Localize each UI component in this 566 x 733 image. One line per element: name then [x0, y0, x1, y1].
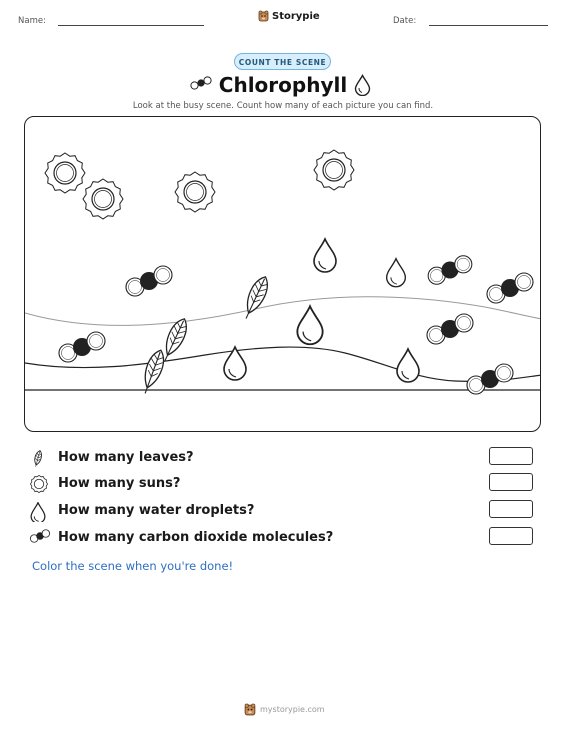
scene-droplet	[314, 239, 336, 272]
brand-logo	[258, 10, 320, 22]
question-co2	[30, 527, 536, 549]
closing-instruction: Color the scene when you're done!	[32, 559, 234, 573]
scene-illustration	[25, 117, 541, 432]
question-text: How many leaves?	[58, 450, 194, 465]
droplet-icon	[30, 502, 46, 522]
scene-co2-molecule	[487, 273, 533, 303]
scene-co2-molecule	[428, 256, 472, 285]
scene-sun	[175, 172, 215, 212]
storypie-mascot-icon	[258, 10, 269, 22]
date-field[interactable]	[429, 25, 548, 26]
date-label: Date:	[393, 16, 417, 26]
answer-box[interactable]	[489, 473, 533, 491]
question-text: How many water droplets?	[58, 503, 255, 518]
page-title: Chlorophyll	[218, 73, 348, 97]
counting-scene	[24, 116, 541, 432]
storypie-mascot-icon	[244, 703, 256, 716]
instructions: Look at the busy scene. Count how many of each picture you can find.	[132, 101, 434, 111]
name-field[interactable]	[58, 25, 204, 26]
scene-sun	[45, 153, 85, 193]
scene-leaf	[239, 274, 272, 322]
question-leaves	[30, 447, 536, 469]
scene-leaf	[138, 348, 168, 396]
scene-droplet	[397, 349, 419, 382]
scene-droplet	[297, 306, 322, 344]
brand-name: Storypie	[272, 10, 320, 22]
scene-co2-molecule	[59, 332, 105, 362]
question-text: How many suns?	[58, 476, 181, 491]
name-label: Name:	[18, 16, 46, 26]
answer-box[interactable]	[489, 500, 533, 518]
footer-url[interactable]: mystorypie.com	[260, 705, 325, 714]
scene-sun	[314, 150, 354, 190]
answer-box[interactable]	[489, 527, 533, 545]
scene-sun	[83, 179, 123, 219]
footer	[244, 703, 325, 716]
question-droplets	[30, 500, 536, 522]
question-text: How many carbon dioxide molecules?	[58, 530, 334, 545]
scene-co2-molecule	[126, 266, 172, 296]
leaf-icon	[30, 449, 46, 467]
question-suns	[30, 473, 536, 495]
sun-icon	[30, 475, 48, 493]
answer-box[interactable]	[489, 447, 533, 465]
droplet-icon	[353, 74, 372, 96]
scene-co2-molecule	[427, 314, 473, 344]
activity-badge: COUNT THE SCENE	[234, 53, 331, 70]
co2-molecule-icon	[30, 529, 50, 543]
scene-droplet	[387, 259, 406, 287]
